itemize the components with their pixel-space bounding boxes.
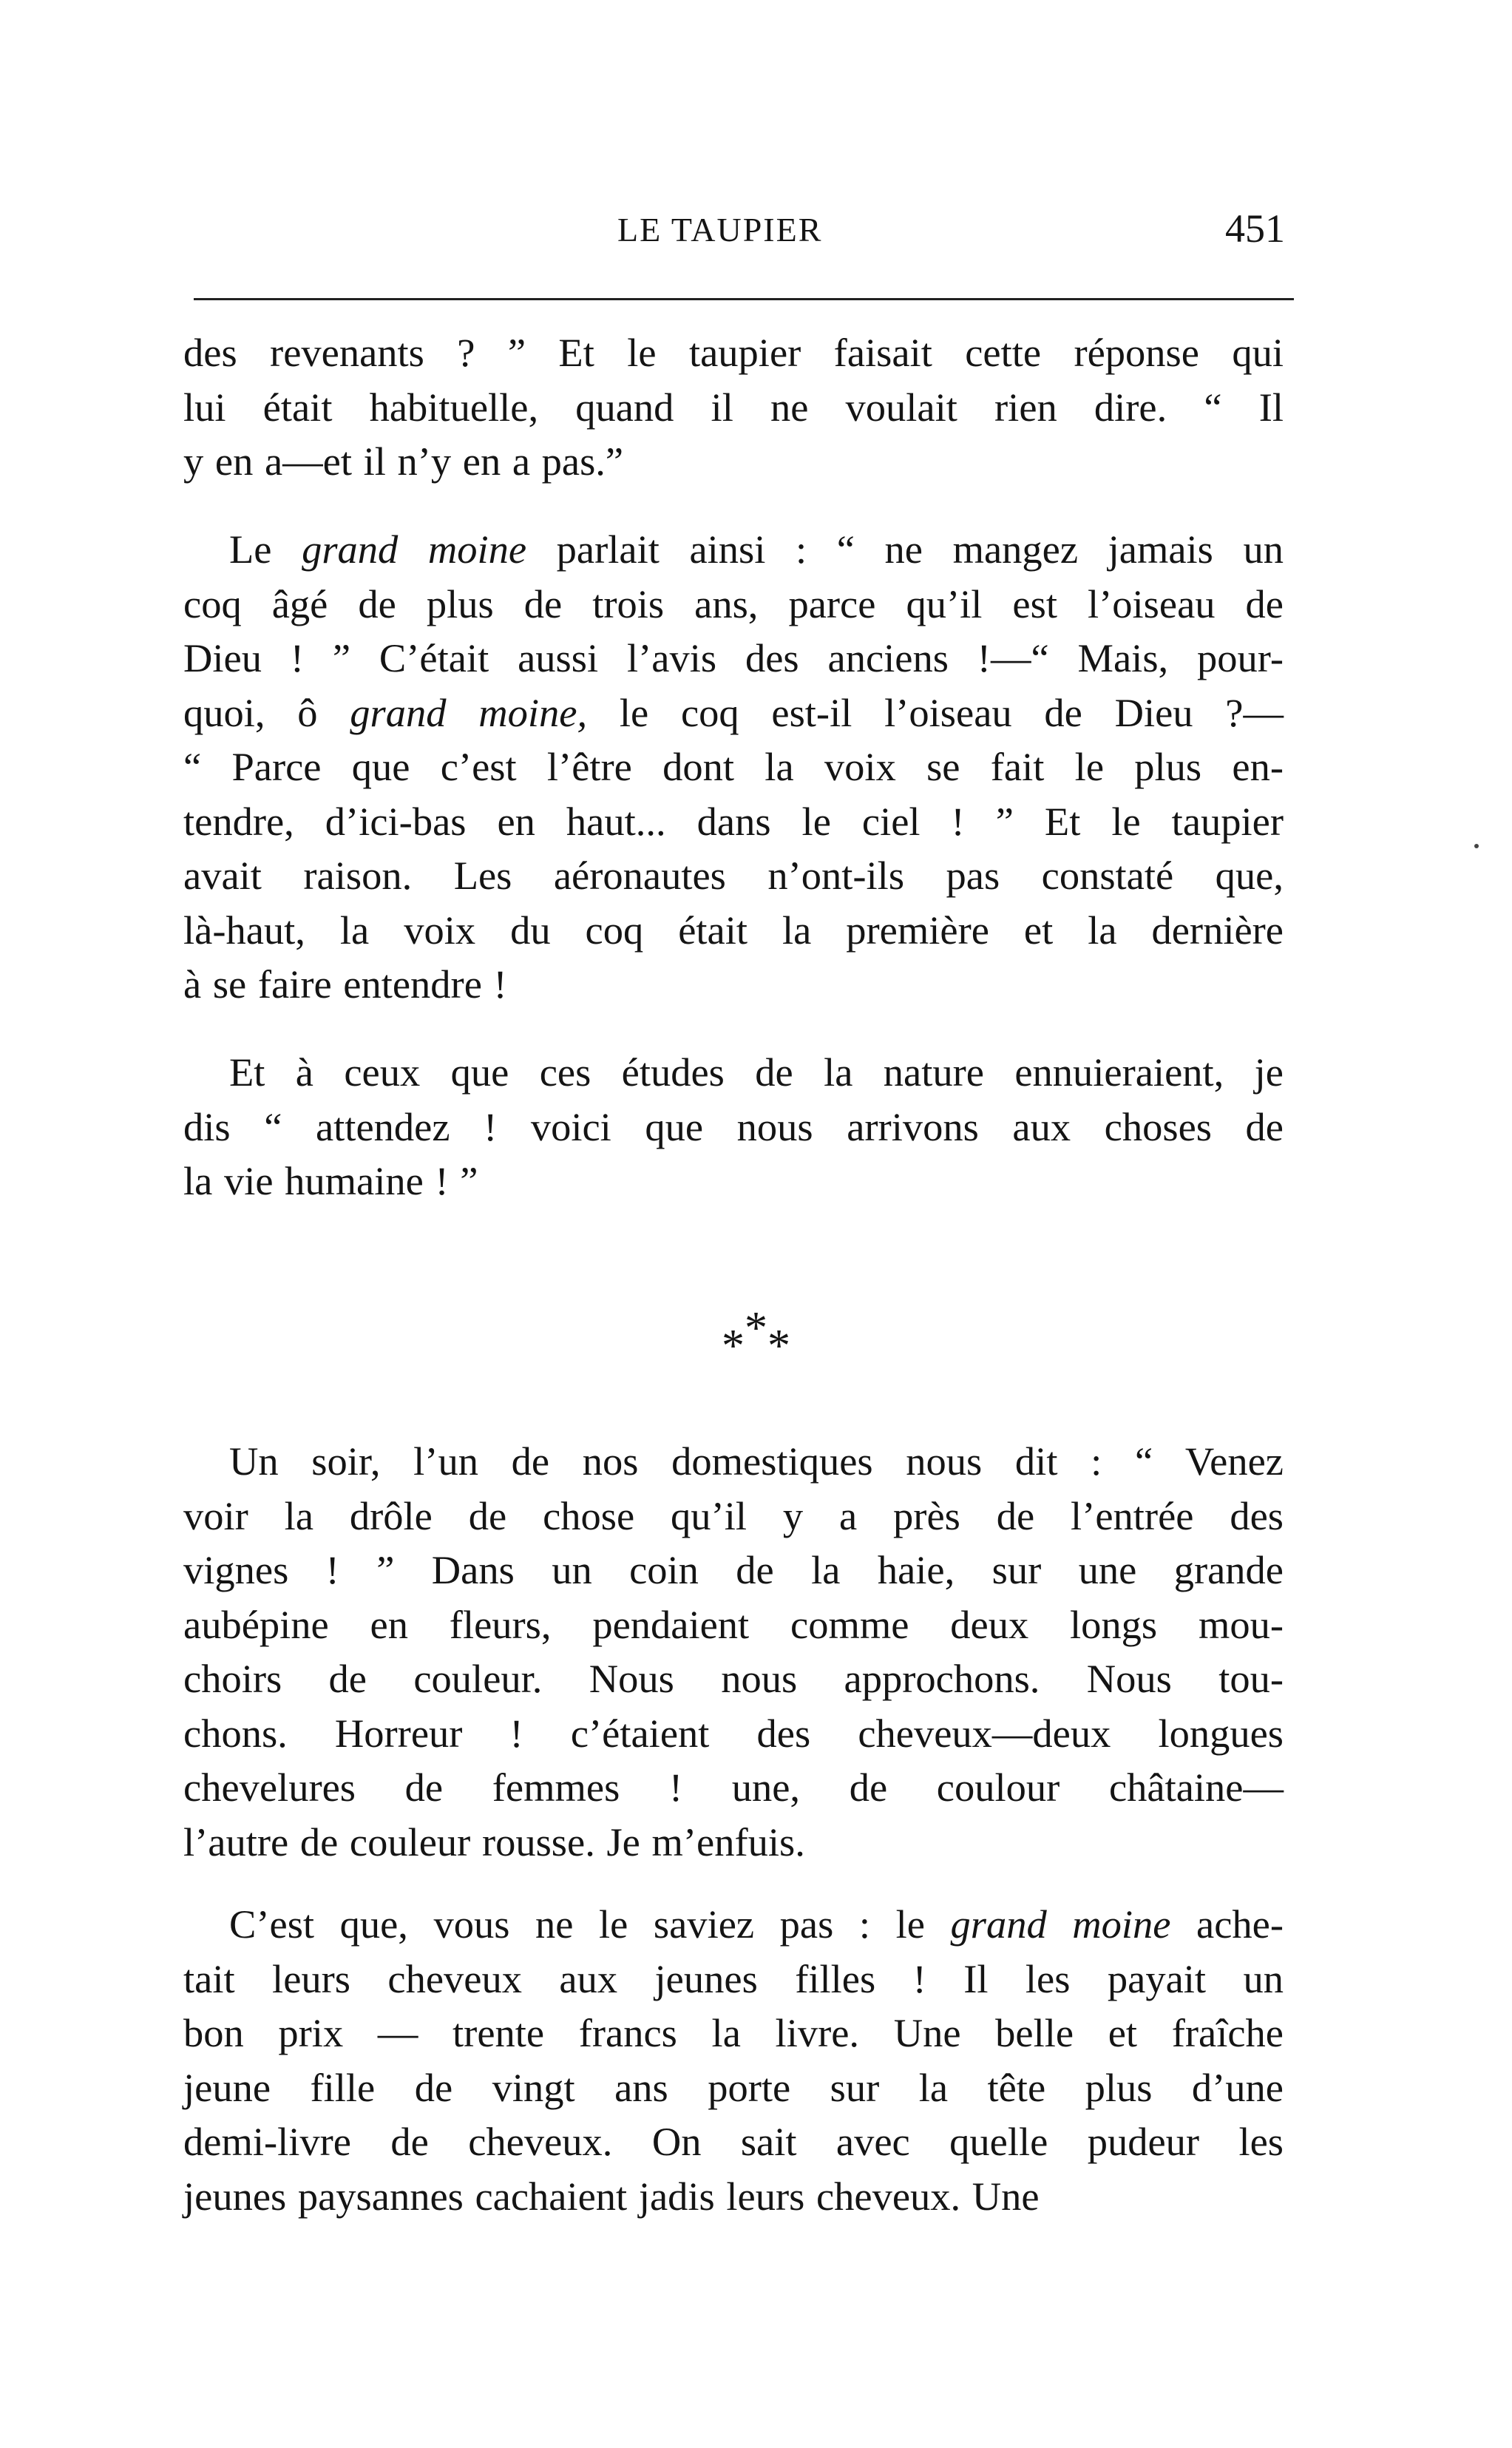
paragraph-3 (183, 1045, 1284, 1208)
text-line: dis “ attendez ! voici que nous arrivons aux choses de (183, 1103, 1284, 1149)
text-line: Dieu ! ” C’était aussi l’avis des anciens !—“ Mais, pour- (183, 635, 1284, 680)
margin-speck (1474, 844, 1479, 848)
italic-text: grand moine (950, 1901, 1171, 1947)
text-line: jeunes paysannes cachaient jadis leurs cheveux. Une (183, 2173, 1040, 2219)
text-line: là-haut, la voix du coq était la première et la dernière (183, 907, 1284, 953)
text-line: l’autre de couleur rousse. Je m’enfuis. (183, 1819, 805, 1864)
text-line: y en a—et il n’y en a pas.” (183, 439, 624, 484)
text-line: la vie humaine ! ” (183, 1158, 478, 1203)
text-line: Et à ceux que ces études de la nature ennuieraient, je (229, 1049, 1284, 1095)
section-break (0, 1303, 1512, 1371)
text-line: voir la drôle de chose qu’il y a près de l’entrée des (183, 1492, 1284, 1538)
text-line: tendre, d’ici-bas en haut... dans le ciel ! ” Et le taupier (183, 798, 1284, 844)
paragraph-4 (183, 1434, 1284, 1869)
text-line: chevelures de femmes ! une, de coulour châtaine— (183, 1765, 1284, 1810)
text-line: Un soir, l’un de nos domestiques nous dit : “ Venez (229, 1438, 1284, 1484)
text-line: à se faire entendre ! (183, 961, 507, 1007)
text-line: bon prix — trente francs la livre. Une belle et fraîche (183, 2010, 1284, 2055)
paragraph-1 (183, 325, 1284, 489)
header-rule (194, 298, 1294, 300)
text-line: choirs de couleur. Nous nous approchons. Nous tou- (183, 1656, 1284, 1701)
text-line: lui était habituelle, quand il ne voulait rien dire. “ Il (183, 384, 1284, 430)
text-line: des revenants ? ” Et le taupier faisait cette réponse qui (183, 330, 1284, 375)
running-title: LE TAUPIER (617, 211, 823, 248)
text-line: vignes ! ” Dans un coin de la haie, sur une grande (183, 1547, 1284, 1592)
paragraph-2 (183, 522, 1284, 1012)
text-line: “ Parce que c’est l’être dont la voix se fait le plus en- (183, 744, 1284, 789)
text-line: avait raison. Les aéronautes n’ont-ils pas constaté que, (183, 853, 1284, 898)
running-head (185, 206, 1285, 257)
italic-text: grand moine, (350, 689, 588, 735)
text-line: chons. Horreur ! c’étaient des cheveux—deux longues (183, 1710, 1284, 1756)
text-line: C’est que, vous ne le saviez pas : le grand moine ache- (229, 1901, 1284, 1947)
text-line: jeune fille de vingt ans porte sur la tête plus d’une (183, 2064, 1284, 2110)
paragraph-5 (183, 1897, 1284, 2223)
text-line: tait leurs cheveux aux jeunes filles ! Il les payait un (183, 1955, 1284, 2001)
text-line: Le grand moine parlait ainsi : “ ne mangez jamais un (229, 527, 1284, 572)
page-number: 451 (1225, 206, 1285, 251)
text-line: aubépine en fleurs, pendaient comme deux longs mou- (183, 1601, 1284, 1647)
asterisk-top: * (745, 1303, 767, 1353)
text-line: demi-livre de cheveux. On sait avec quelle pudeur les (183, 2119, 1284, 2164)
text-line: quoi, ô grand moine, le coq est-il l’oiseau de Dieu ?— (183, 689, 1284, 735)
text-line: coq âgé de plus de trois ans, parce qu’il est l’oiseau de (183, 581, 1284, 626)
asterisk-left: * (722, 1321, 745, 1371)
italic-text: grand moine (302, 527, 527, 572)
asterisk-right: * (767, 1321, 790, 1371)
